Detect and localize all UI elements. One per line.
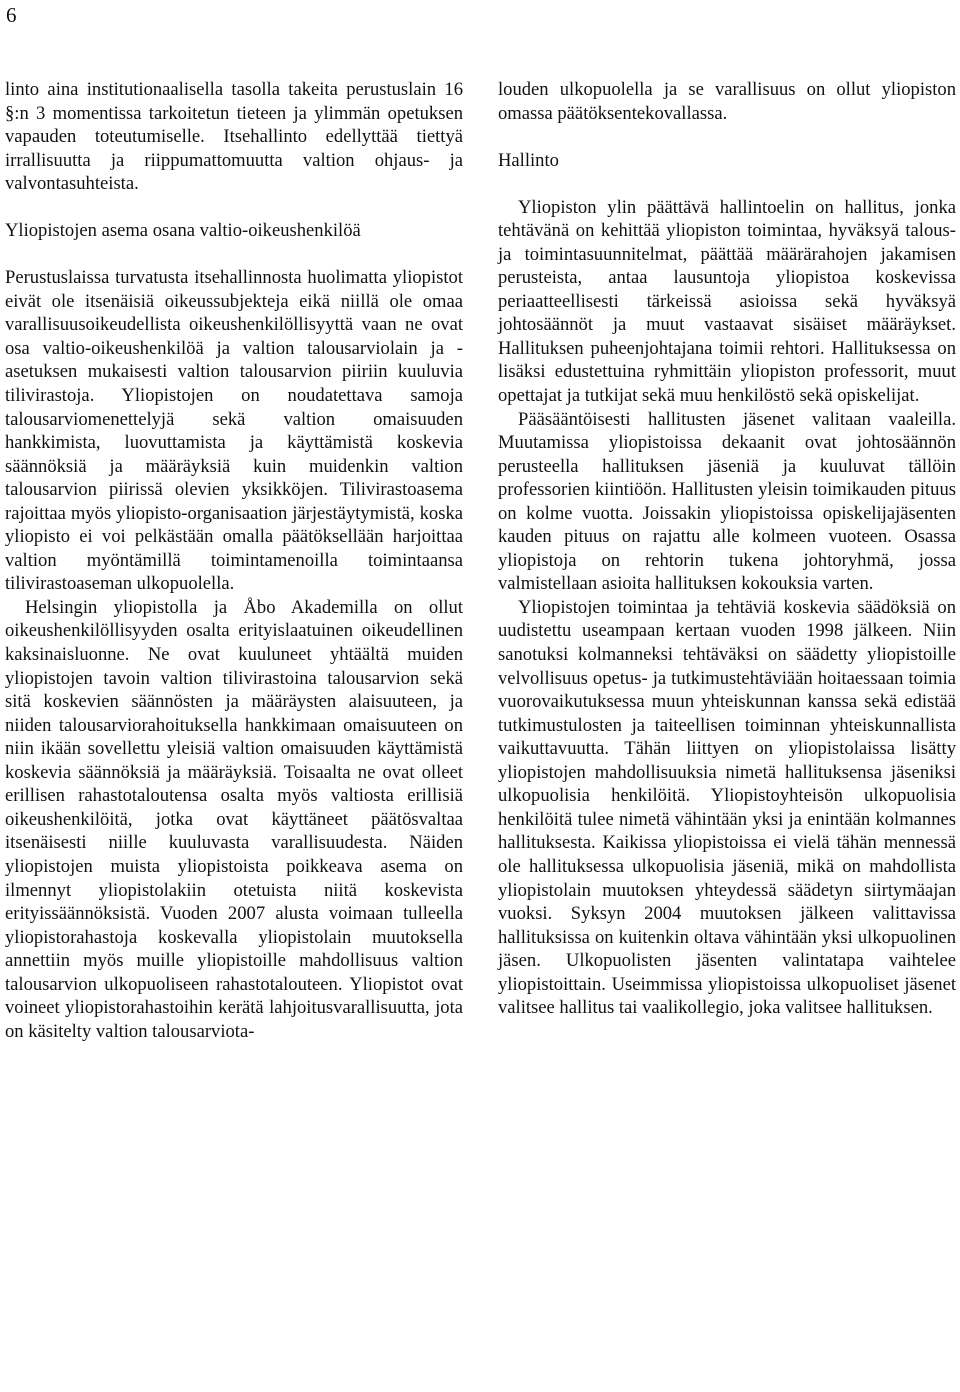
spacer xyxy=(498,125,956,149)
section-heading-administration: Hallinto xyxy=(498,149,559,171)
section-heading-university-status: Yliopistojen asema osana valtio-oikeushenkilöä xyxy=(5,220,361,242)
left-paragraph-3: Helsingin yliopistolla ja Åbo Akademilla on ollut oikeushenkilöllisyyden osalta erityislaatuinen oikeudellinen kaksinaisluonne. Ne ovat kuuluneet yhtäältä muiden yliopistojen tavoin valtion tilivirastoina talousarvion sekä sitä koskevien säännösten ja määräysten alaisuuteen, ja niiden talousarviorahoituksella hankkimaan omaisuuteen on niin ikään sovellettu yleisiä valtion omaisuuden käyttämistä koskevia säännöksiä ja määräyksiä. Toisaalta ne ovat olleet erillisen rahastotaloutensa osalta myös valtiosta erillisiä oikeushenkilöitä, jotka ovat käyttäneet päätösvaltaa itsenäisesti niille kuuluvasta varallisuudesta. Näiden yliopistojen muista yliopistoista poikkeava asema on ilmennyt yliopistolakiin otetuista niitä koskevista erityissäännöksistä. Vuoden 2007 alusta voimaan tulleella yliopistorahastoja koskevalla yliopistolain muutoksella annettiin myös muille yliopistoille mahdollisuus valtion talousarvion ulkopuoliseen rahastotalouteen. Yliopistot ovat voineet yliopistorahastoihin kerätä lahjoitusvarallisuutta, jota on käsitelty valtion talousarviota- xyxy=(5,596,463,1042)
left-paragraph-2: Perustuslaissa turvatusta itsehallinnosta huolimatta yliopistot eivät ole itsenäisiä oikeussubjekteja eikä niillä ole omaa varallisuusoikeudellista oikeushenkilöllisyyttä vaan ne ovat osa valtio-oikeushenkilöä ja valtion talousarviolain ja -asetuksen mukaisesti valtion talousarvion piiriin kuuluvia tilivirastoja. Yliopistojen on noudatettava samoja talousarviomenettelyjä sekä valtion omaisuuden hankkimista, luovuttamista ja käyttämistä koskevia säännöksiä ja määräyksiä kuin muidenkin valtion talousarvion piirissä olevien yksikköjen. Tilivirastoasema rajoittaa myös yliopisto-organisaation järjestäytymistä, koska yliopisto ei voi pelkästään omalla päätöksellään harjoittaa valtion myöntämillä toimintamenoilla toimintaansa tilivirastoaseman ulkopuolella. xyxy=(5,267,463,595)
right-paragraph-4: Yliopistojen toimintaa ja tehtäviä koskevia säädöksiä on uudistettu useampaan kertaan vuoden 1998 jälkeen. Niin sanotuksi kolmanneksi tehtäväksi on säädetty yliopistoille velvollisuus opetus- ja tutkimustehtäviään hoitaessaan toimia vuorovaikutuksessa muun yhteiskunnan kanssa sekä edistää tutkimustulosten ja taiteellisen toiminnan yhteiskunnallista vaikuttavuutta. Tähän liittyen on yliopistolaissa lisätty yliopistojen mahdollisuuksia nimetä hallituksensa jäseniksi ulkopuolisia henkilöitä. Yliopistoyhteisön ulkopuolisia henkilöitä tulee nimetä vähintään yksi ja enintään kolmannes hallituksesta. Kaikissa yliopistoissa ei vielä tähän mennessä ole hallituksessa ulkopuolisia jäseniä, mikä on mahdollista yliopistolain muutoksen yhteydessä säädetyn siirtymäajan vuoksi. Syksyn 2004 muutoksen jälkeen valittavissa hallituksissa on kuitenkin oltava vähintään yksi ulkopuolinen jäsen. Ulkopuolisten jäsenten valintatapa vaihtelee yliopistoittain. Useimmissa yliopistoissa ulkopuoliset jäsenet valitsee hallitus tai vaalikollegio, joka valitsee hallituksen. xyxy=(498,596,956,1019)
left-column xyxy=(5,78,463,1043)
right-paragraph-1: louden ulkopuolella ja se varallisuus on ollut yliopiston omassa päätöksentekovallassa. xyxy=(498,79,956,124)
spacer xyxy=(5,243,463,267)
right-paragraph-3: Pääsääntöisesti hallitusten jäsenet valitaan vaaleilla. Muutamissa yliopistoissa dekaanit ovat johtosäännön perusteella hallituksen jäseniä ja kuuluvat tällöin professorien kiintiöön. Hallitusten yleisin toimikauden pituus on kolme vuotta. Joissakin yliopistoissa opiskelijajäsenten kauden pituus on rajattu alle kolmeen vuoteen. Osassa yliopistoja on rehtorin tukena johtoryhmä, jossa valmistellaan asioita hallituksen kokouksia varten. xyxy=(498,408,956,595)
left-paragraph-1: linto aina institutionaalisella tasolla takeita perustuslain 16 §:n 3 momentissa tarkoitetun tieteen ja ylimmän opetuksen vapauden toteutumiselle. Itsehallinto edellyttää tiettyä irrallisuutta ja riippumattomuutta valtion ohjaus- ja valvontasuhteista. xyxy=(5,79,463,195)
spacer xyxy=(498,172,956,196)
page-number: 6 xyxy=(6,3,17,27)
right-column xyxy=(498,78,956,1020)
right-paragraph-2: Yliopiston ylin päättävä hallintoelin on hallitus, jonka tehtävänä on kehittää yliopiston toimintaa, hyväksyä talous- ja toimintasuunnitelmat, päättää määrärahojen jakamisen perusteista, antaa lausuntoja yliopistoa koskevissa periaatteellisesti tärkeissä asioissa sekä hyväksyä johtosäännöt ja muut vastaavat sisäiset määräykset. Hallituksen puheenjohtajana toimii rehtori. Hallituksessa on lisäksi edustettuina ryhmittäin yliopiston professorit, muut opettajat ja tutkijat sekä muu henkilöstö sekä opiskelijat. xyxy=(498,196,956,407)
spacer xyxy=(5,196,463,220)
